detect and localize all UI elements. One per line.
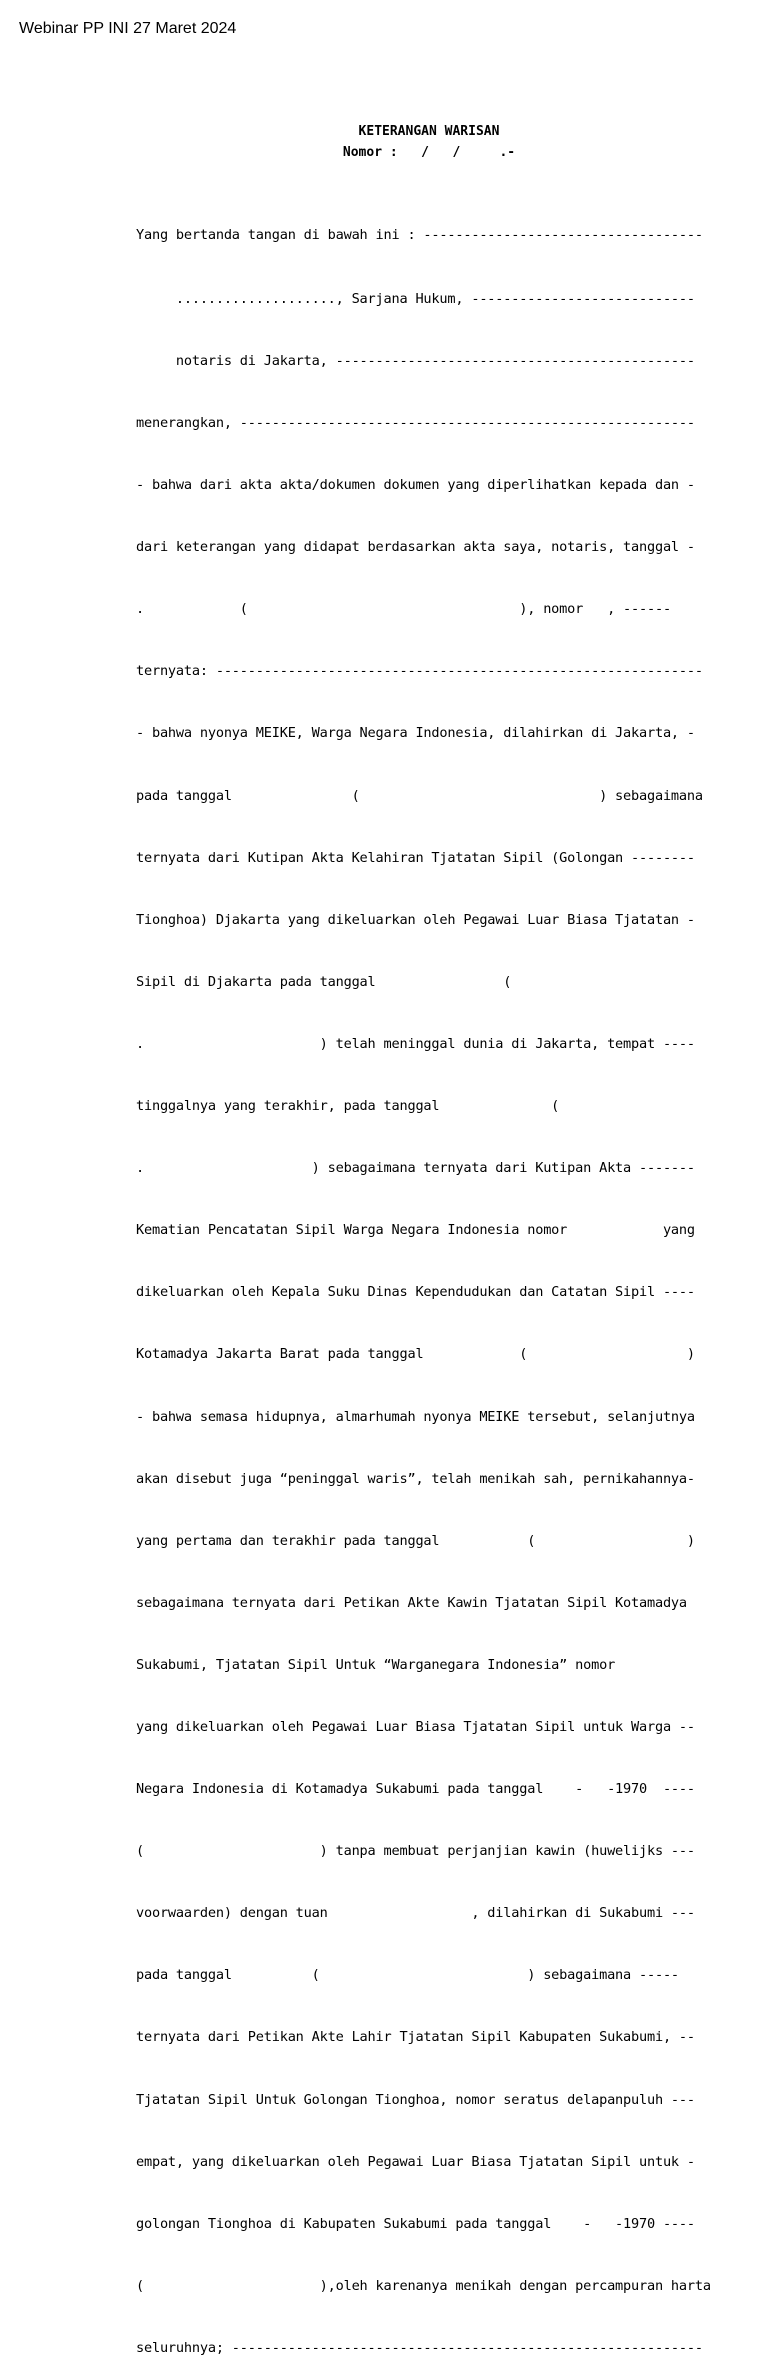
body-line: golongan Tionghoa di Kabupaten Sukabumi pada tanggal - -1970 ---- (136, 2215, 695, 2232)
body-line: menerangkan, --------------------------------------------------------- (136, 415, 695, 431)
body-line: Negara Indonesia di Kotamadya Sukabumi pada tanggal - -1970 ---- (136, 1781, 695, 1798)
body-line: Kotamadya Jakarta Barat pada tanggal ( ) (136, 1346, 695, 1363)
body-line: ( ) tanpa membuat perjanjian kawin (huwelijks --- (136, 1843, 695, 1860)
body-line: pada tanggal ( ) sebagaimana ----- (136, 1967, 679, 1984)
body-line: Tjatatan Sipil Untuk Golongan Tionghoa, nomor seratus delapanpuluh --- (136, 2091, 695, 2108)
body-line: - bahwa semasa hidupnya, almarhumah nyonya MEIKE tersebut, selanjutnya (136, 1408, 695, 1425)
body-line: yang dikeluarkan oleh Pegawai Luar Biasa Tjatatan Sipil untuk Warga -- (136, 1718, 695, 1735)
body-line: dikeluarkan oleh Kepala Suku Dinas Kependudukan dan Catatan Sipil ---- (136, 1284, 695, 1301)
body-line: ternyata: ------------------------------------------------------------- (136, 663, 703, 680)
body-line: ternyata dari Kutipan Akta Kelahiran Tjatatan Sipil (Golongan -------- (136, 849, 695, 866)
document-title: KETERANGAN WARISAN (358, 124, 500, 139)
body-line: Kematian Pencatatan Sipil Warga Negara Indonesia nomor yang (136, 1222, 695, 1239)
body-line: Yang bertanda tangan di bawah ini : ----------------------------------- (136, 227, 703, 244)
body-line: Sipil di Djakarta pada tanggal ( (136, 973, 512, 990)
body-line: dari keterangan yang didapat berdasarkan akta saya, notaris, tanggal - (136, 539, 695, 556)
body-line: akan disebut juga “peninggal waris”, telah menikah sah, pernikahannya- (136, 1470, 695, 1487)
body-line: Sukabumi, Tjatatan Sipil Untuk “Warganegara Indonesia” nomor (136, 1656, 616, 1673)
document-body (136, 184, 736, 2379)
document-number: Nomor : / / .- (342, 145, 516, 160)
body-line: seluruhnya; ----------------------------------------------------------- (136, 2339, 703, 2356)
header-label: Webinar PP INI 27 Maret 2024 (19, 20, 237, 37)
body-line: - bahwa dari akta akta/dokumen dokumen yang diperlihatkan kepada dan - (136, 477, 695, 494)
body-line: voorwaarden) dengan tuan , dilahirkan di Sukabumi --- (136, 1905, 695, 1922)
body-line: yang pertama dan terakhir pada tanggal ( ) (136, 1532, 695, 1549)
body-line: ( ),oleh karenanya menikah dengan percampuran harta (136, 2277, 711, 2294)
body-line: Tionghoa) Djakarta yang dikeluarkan oleh Pegawai Luar Biasa Tjatatan - (136, 911, 695, 928)
body-line: . ( ), nomor , ------ (136, 601, 671, 618)
body-line: . ) sebagaimana ternyata dari Kutipan Akta ------- (136, 1160, 695, 1177)
body-line: . ) telah meninggal dunia di Jakarta, tempat ---- (136, 1035, 695, 1052)
body-line: sebagaimana ternyata dari Petikan Akte Kawin Tjatatan Sipil Kotamadya (136, 1594, 687, 1611)
body-line: pada tanggal ( ) sebagaimana (136, 787, 703, 804)
body-line: notaris di Jakarta, --------------------------------------------- (136, 352, 695, 369)
body-line: empat, yang dikeluarkan oleh Pegawai Luar Biasa Tjatatan Sipil untuk - (136, 2153, 695, 2170)
body-line: ...................., Sarjana Hukum, ---------------------------- (136, 290, 695, 307)
body-line: - bahwa nyonya MEIKE, Warga Negara Indonesia, dilahirkan di Jakarta, - (136, 725, 695, 742)
body-line: ternyata dari Petikan Akte Lahir Tjatatan Sipil Kabupaten Sukabumi, -- (136, 2029, 695, 2046)
body-line: tinggalnya yang terakhir, pada tanggal ( (136, 1098, 560, 1115)
